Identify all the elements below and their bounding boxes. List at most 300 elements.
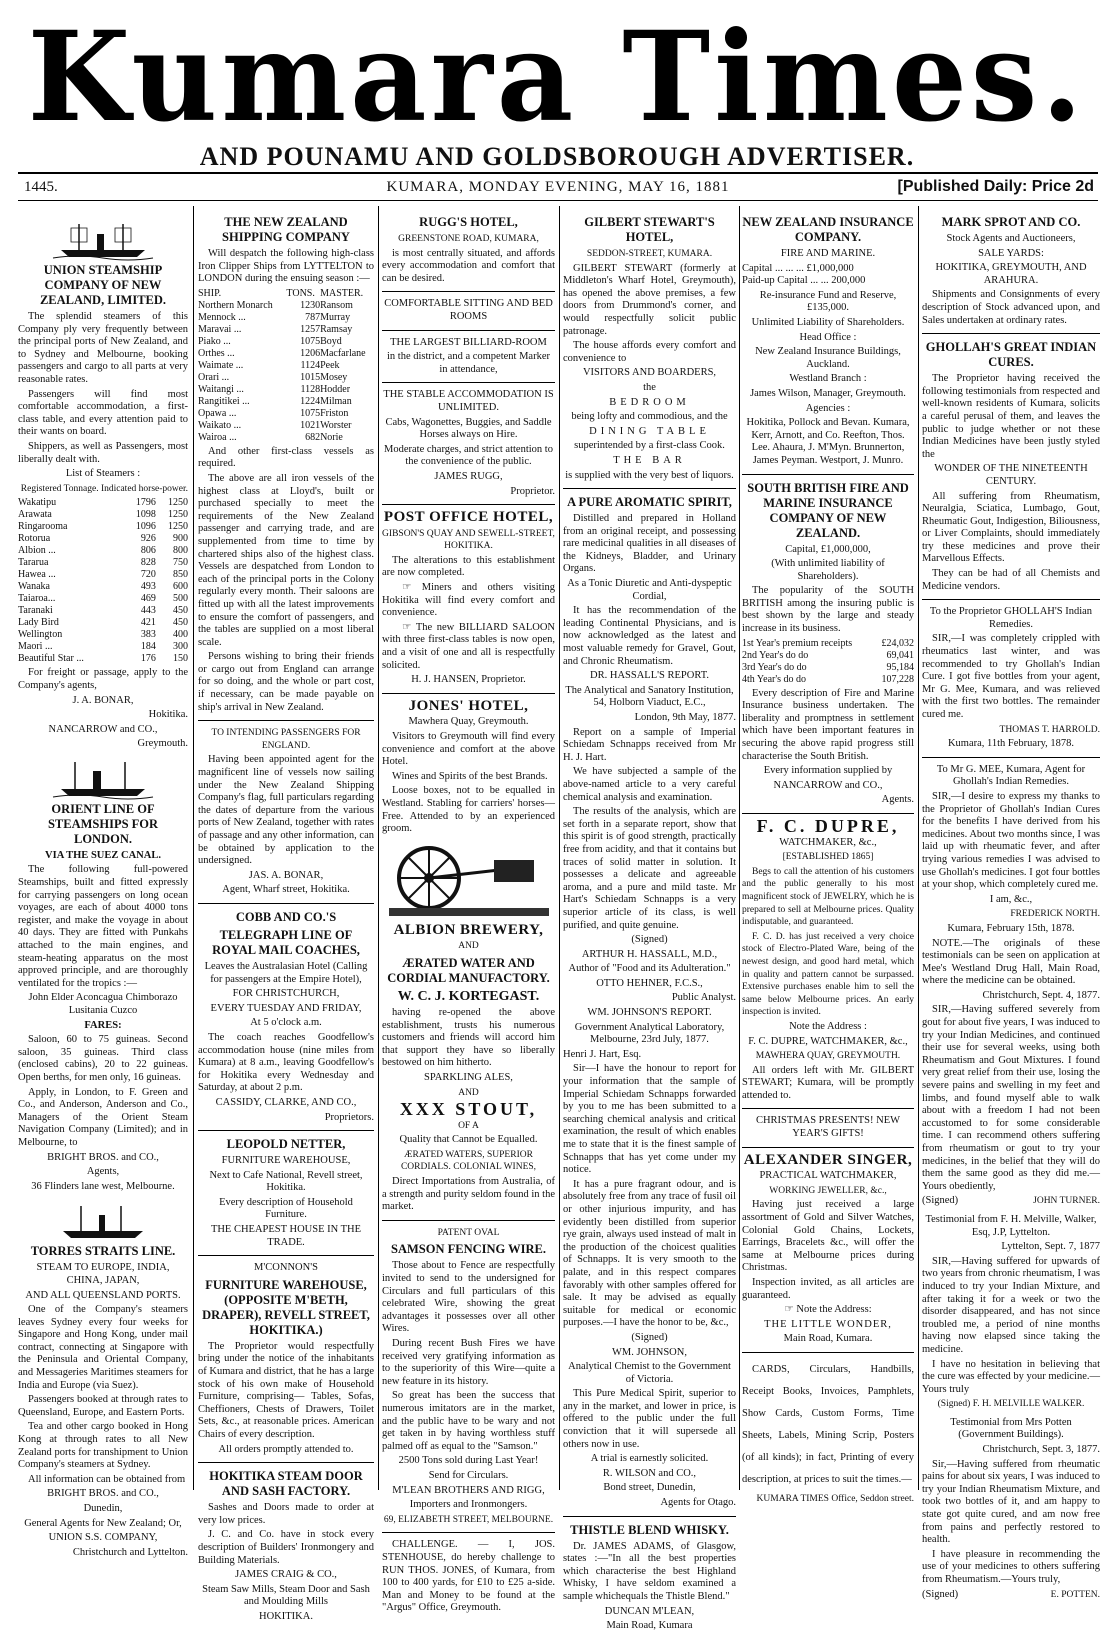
ad-text: Tea and other cargo booked in Hong Kong at through rates to all New Zealand ports for transhipment to Union Company's steamers at Sydney. [18,1421,188,1471]
agent-place: Main Road, Kumara [606,1620,693,1632]
dateline [18,172,1098,201]
ad-text: Wines and Spirits of the best Brands. [392,770,548,782]
ad-text: One of the Company's steamers leaves Sydney every four weeks for Singapore and Hong Kong, under mail contract, connecting at Singapore with the Peninsula and Oriental Company, and Messageries Maritimes steamers for India and Europe (via Suez). [18,1304,188,1391]
ad-text: Cabs, Wagonettes, Buggies, and Saddle Horses always on Hire. [385,416,552,441]
table-cell: 176 [140,653,156,665]
ad-subheading: WORKING JEWELLER, &c., [769,1185,887,1196]
table-row [18,497,188,509]
table-cell: Maori ... [18,641,53,653]
ad-text: Hokitika, Pollock and Bevan. Kumara, Kerr, Arnott, and Co. Reefton, Thos. Lee. Ahaura, J. M'Myn. Brunnerton, James Peyman. Westport, J. Munro. [746,417,910,466]
agent-name: H. J. HANSEN, Proprietor. [411,674,526,686]
table-cell: 720 [140,569,156,581]
ad-text: Every description of Household Furniture. [219,1196,353,1221]
divider [198,903,374,904]
ad-subheading: THE LARGEST BILLIARD-ROOM [390,336,547,348]
table-cell: Wellington [18,629,63,641]
agent-name: JAMES CRAIG & CO., [235,1569,337,1581]
agent-name: BRIGHT BROS. and CO., [47,1488,159,1500]
table-cell: Hodder [320,383,351,395]
ad-text: Henri J. Hart, Esq. [563,1048,642,1060]
ad-subheading: COMFORTABLE SITTING AND BED ROOMS [384,298,553,322]
table-cell: 450 [173,605,188,617]
ad-subheading: CHRISTMAS PRESENTS! NEW YEAR'S GIFTS! [755,1115,901,1140]
ad-text: GILBERT STEWART (formerly at Middleton's Wharf Hotel, Greymouth), has opened the above premises, a few doors from Drummond's corner, and would respectfully solicit public patronage. [563,262,736,337]
ad-text: Next to Cafe National, Revell street, Hokitika. [209,1169,363,1194]
table-cell: 300 [173,641,188,653]
agent-name: CASSIDY, CLARKE, AND CO., [215,1096,357,1108]
table-cell: 2nd Year's do do [742,649,809,661]
ad-heading: NEW ZEALAND INSURANCE COMPANY. [742,215,914,244]
agent-role: Agents, [86,1166,120,1178]
signatory: E. POTTEN. [1050,1589,1100,1600]
table-cell: 600 [173,581,188,593]
table-cell: 828 [140,557,156,569]
table-cell: Ringarooma [18,521,68,533]
agent-place: Greymouth. [137,738,188,750]
ad-text: The new BILLIARD SALOON with three first-class tables is now open, and a visit of one and all is respectfully solicited. [382,621,555,671]
agent-role: Agents. [881,794,914,806]
ad-subheading: THE LITTLE WONDER, [764,1318,892,1330]
testimonial-date: Kumara, 11th February, 1878. [947,738,1075,750]
ad-subheading: Westland Branch : [789,373,867,385]
ad-text: Will despatch the following high-class Iron Clipper Ships from LYTTELTON to LONDON during the ensuing season :— [198,248,374,285]
table-row [18,533,188,545]
table-cell: 1128 [300,383,321,395]
table-cell: 450 [173,617,188,629]
ad-subheading: AND ALL QUEENSLAND PORTS. [25,1289,181,1301]
report-date: London, 9th May, 1877. [634,712,736,723]
ad-text: Distilled and prepared in Holland from an original receipt, and possessing rare medicinal qualities in all diseases of the Kidneys, Bladder, and Urinary Organs. [563,513,736,575]
testimonial-title: To Mr G. MEE, Kumara, Agent for Ghollah's Indian Remedies. [936,763,1086,788]
table-cell: Rotorua [18,533,51,545]
table-cell: Piako ... [198,335,231,347]
ad-subheading: FOR CHRISTCHURCH, [232,988,340,1000]
ad-text: New Zealand Insurance Buildings, Auckland. [755,346,901,370]
table-cell: 184 [140,641,156,653]
ad-heading: LEOPOLD NETTER, [226,1137,346,1152]
divider [563,1516,736,1517]
ad-text: For freight or passage, apply to the Company's agents, [18,667,188,691]
ad-text: SIR,—I desire to express my thanks to the Proprietor of Ghollah's Indian Cures for the benefits I have derived from his medicines. About two months since, I was laid up with rheumatic fever, and after trying various remedies I was advised to use Ghollah's medicines. I got four bottles at your shop, which completely cured me. [922,790,1100,891]
ad-heading: JONES' HOTEL, [408,697,529,714]
ad-text: Paid-up Capital ... ... 200,000 [742,275,866,287]
divider [742,813,914,814]
table-cell: Waimate ... [198,359,244,371]
table-cell: Rangitikei ... [198,395,250,407]
ad-text: It has a pure fragrant odour, and is absolutely free from any trace of fusil oil or other injurious impurity, and has evidently been distilled from superior rye grain, always used instead of malt in the production of the choicest qualities of Schnapps. It is very smooth to the palate, and in this respect compares favorably with other samples offered for sale. It may be advised as equally suitable for medical or economic purposes.—I have the honor to be, &c., [563,1178,736,1329]
ad-text: Sir,—Having suffered from rheumatic pains for about six years, I was induced to try your Indian Rheumatism Mixture, and took two bottles of it, and am happy to state got quite cured, and am now free from pains and perfectly restored to health. [922,1458,1100,1546]
divider [922,757,1100,758]
divider [382,382,555,383]
table-cell: TONS. [286,287,315,299]
table-cell: Ransom [320,299,353,311]
ad-heading: M'CONNON'S [254,1262,318,1274]
premium-table [742,638,914,686]
table-cell: 1075 [300,335,321,347]
ad-text: This Pure Medical Spirit, superior to any in the market, and lower in price, is offered to the public under the full conviction that it will supersede all others now in use. [563,1388,736,1450]
steamship-icon [53,759,153,799]
ad-text: The following full-powered Steamships, built and fitted expressly for carrying passengers on long ocean voyages, are each of about 4000 tons register, and make the voyage in about 40 days. They are fitted with Punkahs attached to the main engines, and steam-heating apparatus on the most approved principle, and are thoroughly ventilated for the tropics :— [18,864,188,989]
ad-text: Dr. JAMES ADAMS, of Glasgow, states :—"In all the best properties which characterise the best Highland Whisky, I have seldom examined a sample whichequals the Thistle Blend." [563,1540,736,1602]
table-cell: Beautiful Star ... [18,653,84,665]
ad-text: being lofty and commodious, and the [571,411,728,423]
ad-text: I have pleasure in recommending the use of your medicines to others suffering from Rheumatism.—Yours truly, [922,1548,1100,1585]
table-cell: 421 [140,617,156,629]
ad-text: And other first-class vessels as required. [198,445,374,470]
ad-text: SIR,—I was completely crippled with rheumatics last winter, and was recommended to try Ghollah's Indian Cure. I got five bottles from your agent, Mr G. Mee, Kumara, and was relieved with the first two bottles. The remainder cured me. [922,633,1100,720]
table-row [18,617,188,629]
table-cell: 1224 [300,395,321,407]
testimonial-date: Christchurch, Sept. 4, 1877. [982,989,1100,1001]
ad-text: the [643,381,656,393]
ad-text: A trial is earnestly solicited. [590,1453,709,1465]
ad-subheading: As a Tonic Diuretic and Anti-dyspeptic Cordial, [567,578,732,602]
table-row [742,662,914,674]
ad-text: Those about to Fence are respectfully invited to send to the undersigned for Circulars and full particulars of this celebrated Wire, showing the great advantages it possesses over all other Wires. [382,1260,555,1335]
table-cell: 469 [140,593,156,605]
signature: (Signed) [631,934,668,946]
ad-text: The coach reaches Goodfellow's accommodation house (nine miles from Kumara) at 8 a.m., leaving Goodfellow's for Hokitika every Wednesday and Saturday, at about 2 p.m. [198,1031,374,1094]
ad-subheading: TO INTENDING PASSENGERS FOR ENGLAND. [211,728,361,751]
ad-heading: ALBION BREWERY, [393,921,544,938]
table-cell: 1796 [135,497,156,509]
table-cell: Mennock ... [198,311,246,323]
table-cell: 900 [173,533,188,545]
table-cell: Orthes ... [198,347,235,359]
table-row [198,288,374,300]
table-row [18,581,188,593]
ad-text: Report on a sample of Imperial Schiedam Schnapps received from Mr H. J. Hart. [563,726,736,763]
ad-heading: ALEXANDER SINGER, [743,1151,913,1168]
ad-heading: POST OFFICE HOTEL, [383,509,554,526]
ad-text [742,1304,914,1317]
table-cell: 107,228 [881,673,914,685]
issue-date: KUMARA, MONDAY EVENING, MAY 16, 1881 [386,179,730,195]
signatory: THOMAS T. HARROLD. [999,724,1100,735]
table-cell: 1124 [300,359,321,371]
ad-text: SIR,—Having suffered for upwards of two years from chronic rheumatism, I was induced to try your Indian Mixture, and after taking it for a week or two the disorder disappeared, and has not since troubled me, a period of nine months having now elapsed since taking the medicine. [922,1255,1100,1355]
issue-number: 1445. [24,179,58,195]
table-cell: 1st Year's premium receipts [742,637,853,649]
table-cell: Wakatipu [18,497,57,509]
ad-address: 69, ELIZABETH STREET, MELBOURNE. [383,1514,554,1525]
ad-text: Shipments and Consignments of every description of Stock advanced upon, and Sales undertaken at ordinary rates. [922,289,1100,326]
table-row [198,324,374,336]
ad-heading: MARK SPROT AND CO. [941,215,1081,229]
ad-text: Every description of Fire and Marine Insurance business undertaken. The liberality and promptness in settlement which have been important features in securing the above rapid progress still characterise the South British. [742,687,914,762]
pointing-hand-icon: ☞ [402,582,412,594]
table-row [198,312,374,324]
ad-subheading: WONDER OF THE NINETEENTH CENTURY. [934,463,1088,487]
testimonial-date: Christchurch, Sept. 3, 1877. [982,1444,1100,1456]
column-6 [922,212,1100,1600]
divider [198,720,374,721]
table-row [18,653,188,665]
ad-text: Capital, £1,000,000, [785,543,871,555]
table-row [18,569,188,581]
signatory: (Signed) F. H. MELVILLE WALKER. [937,1399,1085,1410]
ad-subheading: BEDROOM [609,396,690,408]
issue-price: [Published Daily: Price 2d [897,178,1094,195]
ships-table [198,288,374,444]
column-5 [742,212,914,1504]
ad-subheading: VISITORS AND BOARDERS, [582,367,717,379]
divider [742,1108,914,1109]
table-cell: 383 [140,629,156,641]
ad-address: Main Road, Kumara. [783,1333,873,1345]
table-row [198,408,374,420]
ad-text: Leaves the Australasian Hotel (Calling for passengers at the Empire Hotel), [204,960,368,985]
ad-text: So great has been the success that numerous imitators are in the market, and the public have to be wary and not get taken in by having worthless stuff palmed off as equal to the "Samson." [382,1390,555,1452]
list-header: Registered Tonnage. Indicated horse-power. [20,483,188,494]
table-cell: Boyd [320,335,342,347]
table-row [198,348,374,360]
table-cell: 1098 [135,509,156,521]
agent-place: Hokitika. [148,709,188,721]
agent-role: Agent, Wharf street, Hokitika. [222,884,350,896]
agent-name: DUNCAN M'LEAN, [604,1605,695,1617]
table-row [198,420,374,432]
list-title: List of Steamers : [65,468,141,480]
ad-subheading: Head Office : [799,331,857,343]
table-cell: Northern Monarch [198,299,273,311]
ad-text: The house affords every comfort and convenience to [563,340,736,364]
ad-text: Loose boxes, not to be equalled in Westland. Stabling for carriers' horses—Free. Attended to by an experienced groom. [382,785,555,835]
table-cell: 400 [173,629,188,641]
ad-text: Government Analytical Laboratory, Melbourne, 23rd July, 1877. [574,1021,725,1046]
signatory: WM. JOHNSON, [612,1346,687,1358]
divider [382,330,555,331]
divider [198,1130,374,1131]
ad-text: AND [458,1087,479,1098]
ad-text: OF A [458,1120,479,1131]
divider [382,291,555,292]
ad-text: Passengers booked at through rates to Queensland, Europe, and Eastern Ports. [18,1394,188,1418]
signatory: ARTHUR H. HASSALL, M.D., [581,948,718,960]
ad-text: Send for Circulars. [428,1469,509,1481]
table-cell: 500 [173,593,188,605]
ad-text: During recent Bush Fires we have received very gratifying information as to the superiority of this Wire—quite a new feature in its history. [382,1338,555,1387]
table-cell: 3rd Year's do do [742,661,807,673]
report-title: DR. HASSALL'S REPORT. [590,670,709,682]
ad-subheading: Agencies : [805,402,851,414]
testimonial-title: Testimonial from F. H. Melville, Walker, Esq, J.P, Lyttelton. [925,1213,1097,1238]
ad-heading: W. C. J. KORTEGAST. [397,988,540,1004]
agent-place: Dunedin, [83,1503,123,1514]
ad-address: GIBSON'S QUAY AND SEWELL-STREET, HOKITIKA. [382,528,555,552]
table-cell: MASTER. [320,287,364,299]
ad-text: NOTE.—The originals of these testimonials can be seen on application at Mee's Westland Drug Hall, Main Road, where the medicine can be obtained. [922,937,1100,987]
table-cell: 1075 [300,407,321,419]
table-row [18,641,188,653]
table-cell: 806 [140,545,156,557]
table-cell: Opawa ... [198,407,237,419]
divider [382,693,555,694]
table-cell: Albion ... [18,545,56,557]
agent-role: Proprietors. [324,1111,374,1123]
ad-text: Sashes and Doors made to order at very low prices. [198,1502,374,1526]
table-cell: Worster [320,419,352,431]
table-row [742,674,914,686]
ad-text: They can be had of all Chemists and Medicine vendors. [922,568,1100,592]
ad-subheading: WATCHMAKER, &c., [779,836,877,848]
ad-heading: SOUTH BRITISH FIRE AND MARINE INSURANCE COMPANY OF NEW ZEALAND. [747,480,909,540]
ad-text: Steam Saw Mills, Steam Door and Sash and Moulding Mills [202,1583,370,1608]
steamers-table [18,497,188,665]
divider [382,1532,555,1533]
testimonial-date: Lyttelton, Sept. 7, 1877 [1001,1241,1100,1253]
ad-text: Every information supplied by [763,765,893,777]
ad-text: having re-opened the above establishment, trusts his numerous customers and friends will accord him that support they have so liberally bestowed on him hitherto. [382,1006,555,1069]
column-rule [378,206,379,1490]
table-cell: 150 [173,653,188,665]
table-cell: 800 [173,545,188,557]
table-cell: 1230 [300,299,321,311]
table-row [198,360,374,372]
table-cell: 1096 [135,521,156,533]
ad-text: The Analytical and Sanatory Institution, 54, Holborn Viaduct, E.C., [565,684,734,709]
table-cell: £24,032 [881,637,914,649]
table-cell: Milman [320,395,352,407]
ad-subheading: FURNITURE WAREHOUSE, [221,1155,351,1167]
ad-text: SIR,—Having suffered severely from gout for about five years, I was induced to try your Indian Medicines, and continued their use for several weeks, using both Rheumatism and Gout Mixtures. I found very great relief from their use, losing the severe pains and swelling in my feet and limbs, and found myself able to walk about with a freedom I had not been accustomed to for some considerable time. I can recommend others suffering from rheumatism or gout to try your medicines, in the belief that they will do them the same good as they did me.— Yours obediently, [922,1004,1100,1192]
table-cell: 95,184 [886,661,914,673]
table-row [198,432,374,444]
ad-heading: GHOLLAH'S GREAT INDIAN CURES. [925,340,1097,370]
ad-heading: FURNITURE WAREHOUSE, (OPPOSITE M'BETH, DRAPER), REVELL STREET, HOKITIKA.) [202,1277,370,1337]
ad-heading: TORRES STRAITS LINE. [30,1244,176,1259]
ad-text: Saloon, 60 to 75 guineas. Second saloon, 35 guineas. Third class (enclosed cabins), 20 to 22 guineas. Open berths, for men only, 16 guineas. [18,1034,188,1083]
agent-name: J. A. BONAR, [72,694,134,706]
ad-subheading: STEAM TO EUROPE, INDIA, CHINA, JAPAN, [36,1262,170,1286]
ad-subheading: 2500 Tons sold during Last Year! [398,1455,539,1467]
newspaper-title: Kumara Times. [27,3,1087,150]
ad-text: All orders promptly attended to. [218,1443,354,1455]
signature: (Signed) [922,1195,959,1207]
table-cell: 850 [173,569,188,581]
agent-role: Importers and Ironmongers. [409,1499,528,1511]
ad-text: At 5 o'clock a.m. [250,1017,322,1029]
divider [198,1255,374,1256]
ad-text: Miners and others visiting Hokitika will find every comfort and convenience. [382,582,555,619]
table-cell: Norie [320,431,343,443]
agent-role: Agents for Otago. [660,1497,736,1509]
ad-address: F. C. DUPRE, WATCHMAKER, &c., [748,1035,908,1047]
table-row [18,605,188,617]
ad-heading: RUGG'S HOTEL, [419,215,518,229]
table-cell: Taiaroa... [18,593,56,605]
table-row [742,638,914,650]
signatory-role: Public Analyst. [671,992,736,1004]
ad-heading: COBB AND CO.'S [235,909,337,924]
column-1 [18,212,188,1558]
table-cell: 1206 [300,347,321,359]
agent-name: R. WILSON and CO., [602,1467,697,1479]
ad-text: Direct Importations from Australia, of a strength and purity seldom found in the market. [382,1176,555,1213]
table-cell: Arawata [18,509,52,521]
ad-text: All suffering from Rheumatism, Neuralgia, Sciatica, Lumbago, Gout, Rheumatic Gout, Indigestion, Biliousness, or Liver Complaints, should immediately try these medicines and prove their Marvellous Effects. [922,490,1100,565]
ad-text: CHALLENGE. — I, JOS. STENHOUSE, do hereby challenge to RUN THOS. JONES, of Kumara, from 100 to 400 yards, for £10 to £25 a-side. Man and Money to be found at the "Argus" Office, Greymouth. [382,1539,555,1614]
divider [742,474,914,475]
ad-text: The popularity of the SOUTH BRITISH among the insuring public is best shown by the large and steady increase in its business. [742,585,914,635]
ad-text: The Proprietor would respectfully bring under the notice of the inhabitants of Kumara and district, that he has a large stock of his own make of Household Furniture, comprising— Tables, Sofas, Cheffioners, Chests of Drawers, Toilet Sets, &c., at reasonable prices. American Chairs of every description. [198,1340,374,1440]
ad-subheading: THE STABLE ACCOMMODATION IS UNLIMITED. [383,389,554,413]
agent-name: NANCARROW and CO., [773,779,883,791]
pointing-hand-icon: ☞ [784,1304,794,1316]
ad-text: Note the Address : [789,1020,867,1032]
divider [922,333,1100,334]
table-cell: Ramsay [320,323,353,335]
table-cell: Wairoa ... [198,431,237,443]
masthead [0,0,1114,172]
agent-name: UNION S.S. COMPANY, [48,1532,158,1544]
ad-text: CARDS, Circulars, Handbills, Receipt Books, Invoices, Pamphlets, Show Cards, Custom Forms, Time Sheets, Labels, Mining Scrip, Posters (of all kinds); in fact, Printing of every description, at prices to suit the times.— [742,1363,914,1485]
ad-heading: XXX STOUT, [399,1099,538,1120]
table-cell: Hawea ... [18,569,56,581]
agent-place: Christchurch and Lyttelton. [72,1546,188,1558]
table-row [18,557,188,569]
report-title: WM. JOHNSON'S REPORT. [587,1007,712,1019]
ad-subheading: SPARKLING ALES, [424,1071,513,1083]
ad-address: MAWHERA QUAY, GREYMOUTH. [755,1051,901,1062]
ad-heading: TELEGRAPH LINE OF ROYAL MAIL COACHES, [212,927,360,957]
table-cell: 1250 [168,509,188,521]
ad-text: is most centrally situated, and affords every accommodation and comfort that can be desired. [382,247,555,284]
ad-text [382,622,555,672]
table-row [18,593,188,605]
divider [922,599,1100,600]
ad-text: The splendid steamers of this Company ply very frequently between the principal ports of New Zealand, and to Sydney and Melbourne, booking passengers and cargo to all parts at very reasonable rates. [18,311,188,385]
agent-name: JAMES RUGG, [434,470,503,482]
ad-text: Shippers, as well as Passengers, most liberally dealt with. [18,440,188,465]
agent-role: General Agents for New Zealand; Or, [24,1517,182,1529]
ad-text: Having just received a large assortment of Gold and Silver Watches, Colonial Gold Chains, Lockets, Earrings, Bracelets &c., will offer the same at Melbourne prices during Christmas. [742,1199,914,1274]
ad-heading: HOKITIKA STEAM DOOR AND SASH FACTORY. [209,1469,363,1499]
signatory-role: Analytical Chemist to the Government of Victoria. [568,1361,731,1385]
ad-subheading: THE CHEAPEST HOUSE IN THE TRADE. [210,1224,362,1248]
table-cell: 1257 [300,323,321,335]
ad-subheading: SALE YARDS: [978,247,1044,259]
ad-subheading: ÆRATED WATERS, SUPERIOR CORDIALS. COLONIAL WINES, [400,1149,537,1173]
ad-address: KUMARA TIMES Office, Seddon street. [756,1493,914,1504]
agent-place: Bond street, Dunedin, [603,1482,696,1494]
table-row [198,336,374,348]
table-cell: 787 [305,311,321,323]
table-cell: Taranaki [18,605,53,617]
signatory: JOHN TURNER. [1033,1196,1100,1207]
table-cell: SHIP. [198,287,222,299]
testimonial-date: Kumara, February 15th, 1878. [947,922,1075,934]
ad-text: superintended by a first-class Cook. [574,440,725,452]
ad-text: Unlimited Liability of Shareholders. [751,316,905,328]
table-cell: Friston [320,407,349,419]
ad-text: AND [458,941,479,952]
table-cell: Waitangi ... [198,383,244,395]
table-row [18,545,188,557]
ad-heading: THE NEW ZEALAND SHIPPING COMPANY [222,215,350,244]
signature: (Signed) [922,1588,959,1600]
agent-name: M'LEAN BROTHERS AND RIGG, [392,1484,545,1496]
ad-subheading: DINING TABLE [589,425,710,437]
table-cell: Wanaka [18,581,50,593]
ad-text: Inspection invited, as all articles are guaranteed. [742,1277,914,1301]
divider [382,1220,555,1221]
ad-text: Stock Agents and Auctioneers, [946,233,1076,244]
column-rule [193,206,194,1490]
ad-subheading: PATENT OVAL [437,1227,500,1238]
table-cell: 926 [140,533,156,545]
fares-title: FARES: [84,1019,122,1031]
